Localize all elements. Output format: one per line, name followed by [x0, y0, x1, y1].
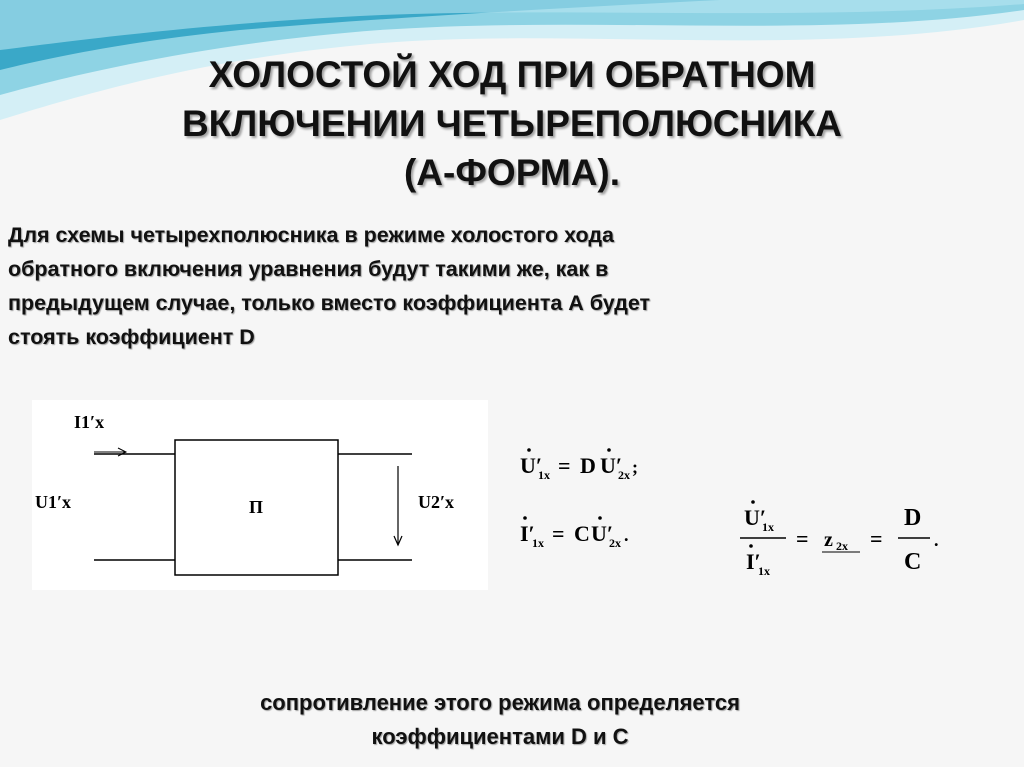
eq3-den: I′: [746, 549, 761, 574]
eq3-z-sub: 2x: [836, 539, 848, 553]
equation-1: [520, 448, 638, 482]
eq3-equals-2: =: [870, 526, 883, 551]
intro-paragraph: [8, 218, 1008, 354]
two-port-diagram: [32, 400, 488, 590]
eq3-tail: .: [934, 530, 939, 550]
eq2-var-sub: 2x: [609, 536, 621, 550]
eq3-den-sub: 1x: [758, 564, 770, 578]
intro-line-1: Для схемы четырехполюсника в режиме холостого хода: [8, 223, 615, 247]
eq3-frac-den: C: [904, 549, 922, 575]
eq1-lhs: U′: [520, 453, 543, 478]
title-line-3: (А-ФОРМА).: [403, 152, 621, 193]
eq2-equals: =: [552, 521, 565, 546]
eq2-coef: C: [574, 521, 590, 546]
equation-2: [520, 516, 629, 550]
eq3-z: z: [824, 529, 833, 551]
eq3-num-sub: 1x: [762, 520, 774, 534]
intro-line-4: стоять коэффициент D: [8, 325, 255, 349]
slide-title: [0, 50, 1024, 197]
eq3-num: U′: [744, 505, 767, 530]
equations: [500, 440, 970, 600]
intro-line-3: предыдущем случае, только вместо коэффициента А будет: [8, 291, 651, 315]
eq1-var: U′: [600, 453, 623, 478]
equation-3: [740, 500, 939, 578]
eq1-var-sub: 2x: [618, 468, 630, 482]
conclusion-line-2: коэффициентами D и С: [371, 724, 629, 749]
output-voltage-label: U2′x: [418, 492, 455, 512]
eq1-lhs-sub: 1x: [538, 468, 550, 482]
eq3-equals-1: =: [796, 526, 809, 551]
conclusion-line-1: сопротивление этого режима определяется: [260, 690, 740, 715]
eq1-equals: =: [558, 453, 571, 478]
input-voltage-label: U1′x: [35, 492, 72, 512]
title-line-1: ХОЛОСТОЙ ХОД ПРИ ОБРАТНОМ: [208, 54, 816, 95]
eq2-var: U′: [591, 521, 614, 546]
current-label: I1′x: [74, 412, 105, 432]
conclusion-text: [0, 686, 1000, 754]
eq2-lhs-sub: 1x: [532, 536, 544, 550]
title-line-2: ВКЛЮЧЕНИИ ЧЕТЫРЕПОЛЮСНИКА: [181, 103, 843, 144]
eq3-frac-num: D: [904, 505, 922, 531]
eq1-coef: D: [580, 453, 596, 478]
eq2-lhs: I′: [520, 521, 535, 546]
eq2-tail: .: [624, 525, 629, 545]
eq1-tail: ;: [632, 457, 638, 477]
box-label: П: [248, 497, 264, 517]
intro-line-2: обратного включения уравнения будут такими же, как в: [8, 257, 609, 281]
